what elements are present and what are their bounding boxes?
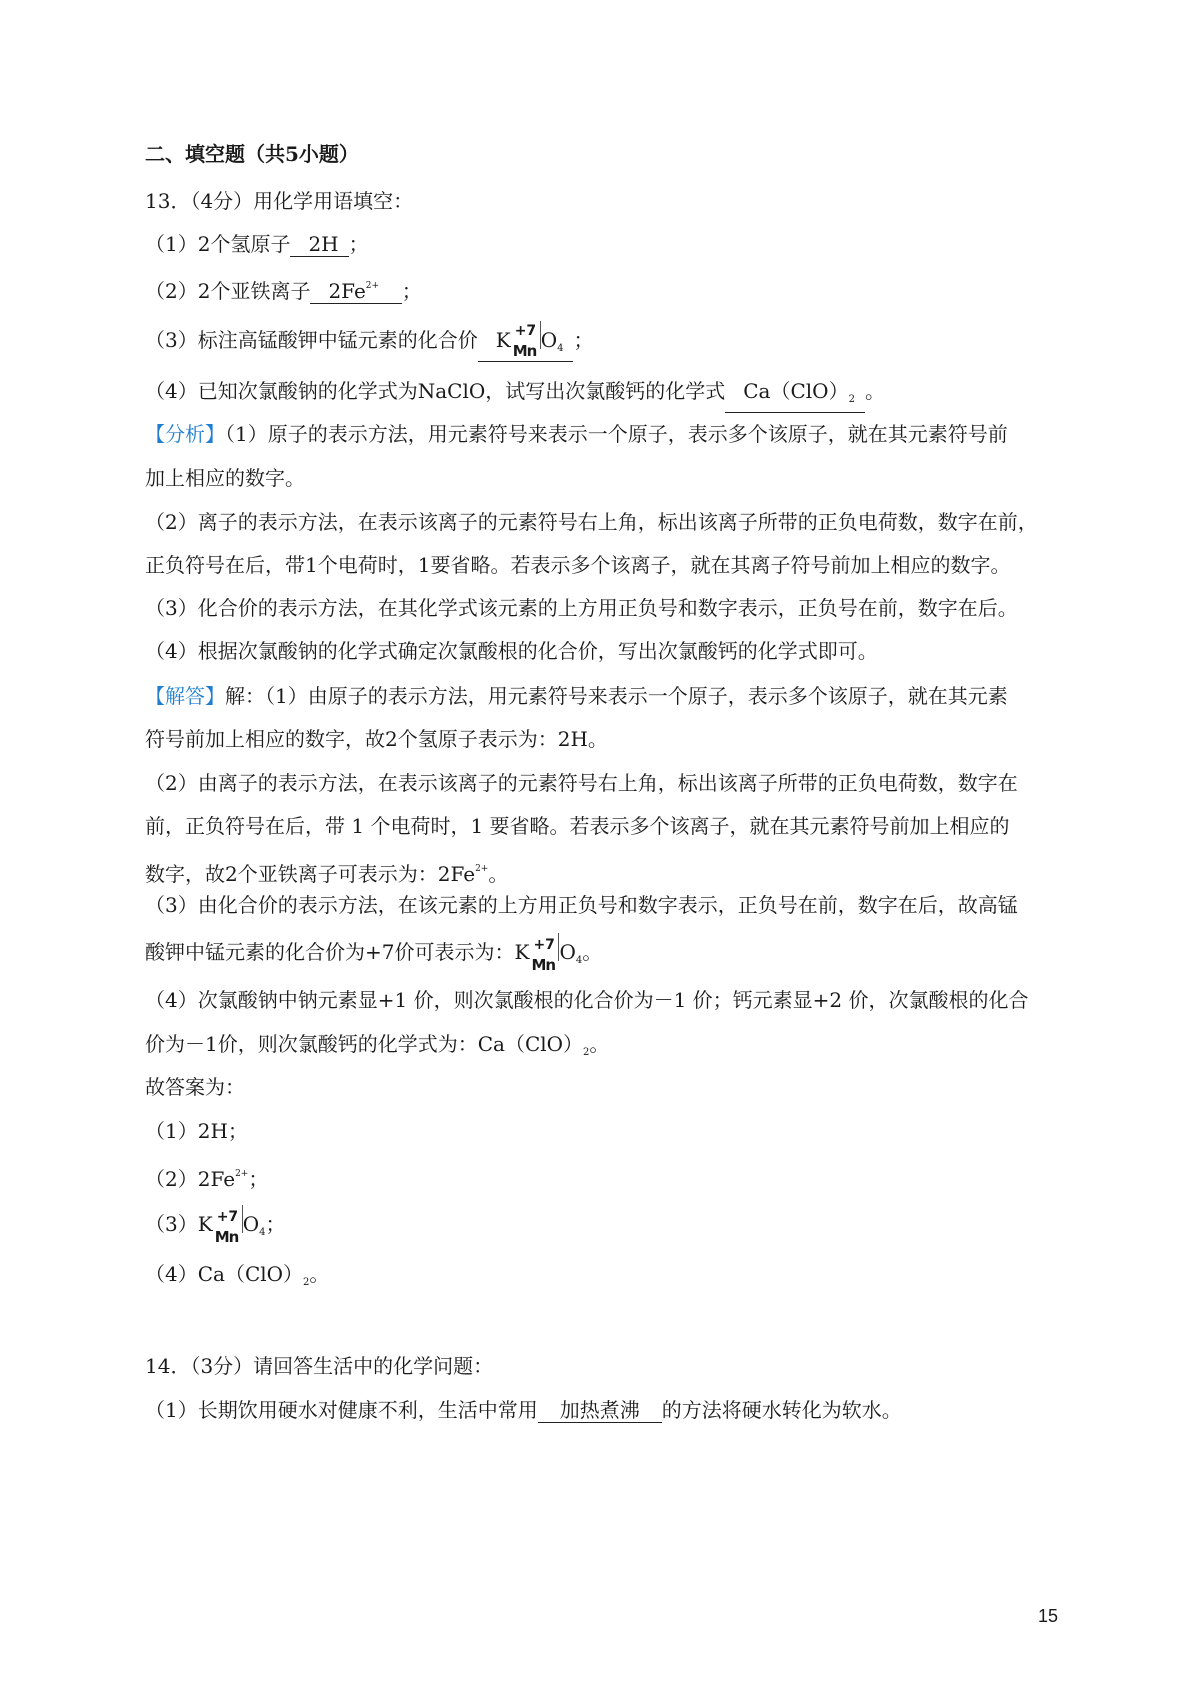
solution-line-4a: （4）次氯酸钠中钠元素显+1 价，则次氯酸根的化合价为－1 价；钙元素显+2 价，次氯酸根的化合 bbox=[145, 988, 1029, 1012]
solution-line-1b: 符号前加上相应的数字，故2个氢原子表示为：2H。 bbox=[145, 727, 608, 751]
valence-notation: +7 Mn bbox=[529, 941, 559, 969]
q14-stem: 14．（3分）请回答生活中的化学问题： bbox=[145, 1354, 494, 1378]
q13-stem: 13．（4分）用化学用语填空： bbox=[145, 189, 414, 213]
analysis-line-2b: 正负符号在后，带1个电荷时，1要省略。若表示多个该离子，就在其离子符号前加上相应的数字。 bbox=[145, 553, 1011, 577]
solution-line-1a: 【解答】解：（1）由原子的表示方法，用元素符号来表示一个原子，表示多个该原子，就在其元素 bbox=[145, 684, 1008, 708]
final-answer-3: （3）K +7 Mn $O_4$； bbox=[145, 1210, 285, 1247]
q14-part1-answer: 加热煮沸 bbox=[538, 1398, 662, 1423]
valence-notation: +7 Mn bbox=[213, 1213, 243, 1241]
q13-part4: （4）已知次氯酸钠的化学式为NaClO，试写出次氯酸钙的化学式 $Ca(ClO)_2$ 。 bbox=[145, 377, 885, 413]
analysis-tag: 【分析】 bbox=[145, 422, 225, 446]
solution-line-2a: （2）由离子的表示方法，在表示该离子的元素符号右上角，标出该离子所带的正负电荷数，数字在 bbox=[145, 771, 1018, 795]
solution-line-4b: 价为－1价，则次氯酸钙的化学式为：$Ca(ClO)_2$。 bbox=[145, 1032, 610, 1058]
q13-part4-label: （4）已知次氯酸钠的化学式为NaClO，试写出次氯酸钙的化学式 bbox=[145, 379, 726, 403]
q13-part3-label: （3）标注高锰酸钾中锰元素的化合价 bbox=[145, 328, 478, 352]
q13-part2-answer: $2Fe^{2+}$ bbox=[310, 274, 401, 304]
q13-part2: （2）2个亚铁离子 $2Fe^{2+}$ ； bbox=[145, 274, 422, 305]
solution-line-3b: 酸钾中锰元素的化合价为+7价可表示为：K +7 Mn $O_4$。 bbox=[145, 938, 602, 975]
q13-part2-label: （2）2个亚铁离子 bbox=[145, 279, 311, 303]
solution-line-2c: 数字，故2个亚铁离子可表示为：$2Fe^{2+}$。 bbox=[145, 862, 509, 886]
solution-line-3a: （3）由化合价的表示方法，在该元素的上方用正负号和数字表示，正负号在前，数字在后，故高锰 bbox=[145, 893, 1018, 917]
analysis-line-3: （3）化合价的表示方法，在其化学式该元素的上方用正负号和数字表示，正负号在前，数字在后。 bbox=[145, 596, 1018, 620]
solution-tag: 【解答】 bbox=[145, 684, 225, 708]
q13-part3: （3）标注高锰酸钾中锰元素的化合价 K +7 Mn $O_4$ ； bbox=[145, 323, 594, 360]
section-title: 二、填空题（共5小题） bbox=[145, 142, 359, 166]
analysis-line-4: （4）根据次氯酸钠的化学式确定次氯酸根的化合价，写出次氯酸钙的化学式即可。 bbox=[145, 639, 878, 663]
final-answer-2: $(2)2Fe^{2+}$； bbox=[145, 1167, 269, 1191]
valence-notation: +7 Mn bbox=[511, 329, 541, 357]
q13-part1: （1）2个氢原子 2H ； bbox=[145, 232, 369, 256]
solution-line-2b: 前，正负符号在后，带 1 个电荷时，1 要省略。若表示多个该离子，就在其元素符号前加上相应的 bbox=[145, 814, 1010, 838]
answer-intro: 故答案为： bbox=[145, 1075, 245, 1099]
q13-part1-answer: 2H bbox=[290, 232, 348, 257]
q13-part4-answer: $Ca(ClO)_2$ bbox=[725, 379, 865, 413]
page-number: 15 bbox=[1038, 1606, 1059, 1626]
q13-part3-answer: K +7 Mn $O_4$ bbox=[478, 328, 574, 362]
q13-part1-label: （1）2个氢原子 bbox=[145, 232, 291, 256]
analysis-line-2a: （2）离子的表示方法，在表示该离子的元素符号右上角，标出该离子所带的正负电荷数，数字在前， bbox=[145, 510, 1038, 534]
final-answer-1: （1）2H； bbox=[145, 1119, 248, 1143]
final-answer-4: $(4)Ca(ClO)_2$。 bbox=[145, 1262, 330, 1288]
analysis-line-1b: 加上相应的数字。 bbox=[145, 466, 305, 490]
q14-part1: （1）长期饮用硬水对健康不利，生活中常用 加热煮沸 的方法将硬水转化为软水。 bbox=[145, 1398, 902, 1422]
analysis-line-1a: 【分析】（1）原子的表示方法，用元素符号来表示一个原子，表示多个该原子，就在其元素符号前 bbox=[145, 422, 1008, 446]
